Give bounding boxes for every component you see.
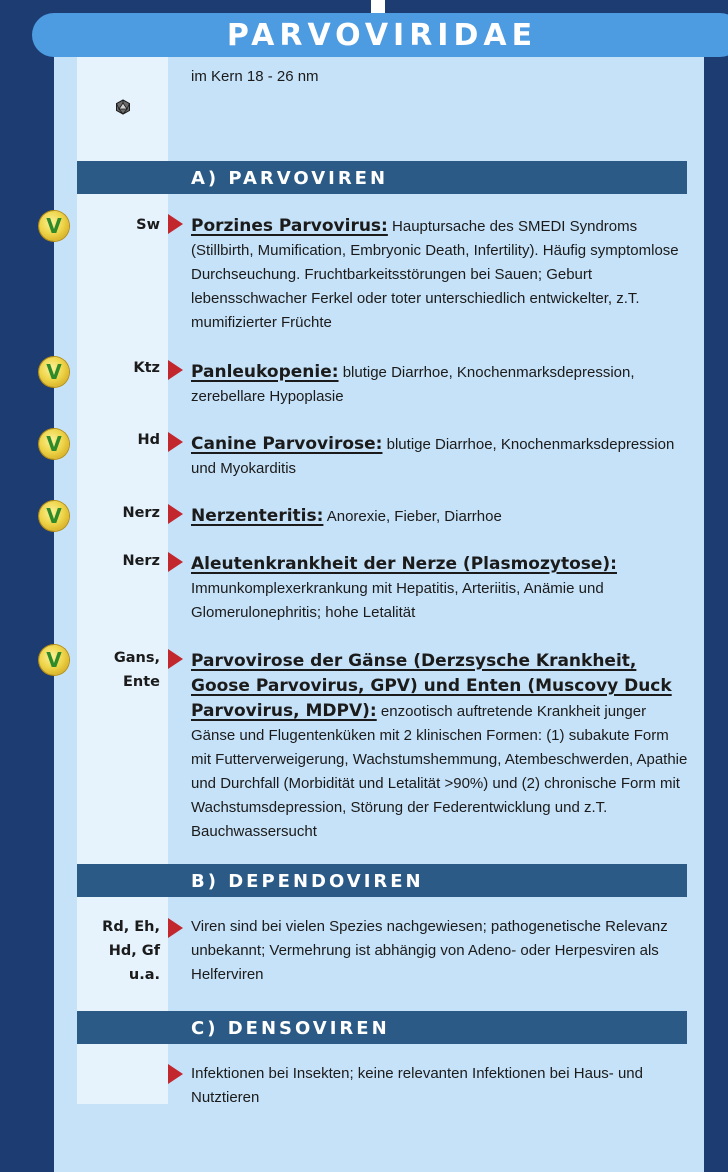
species-label: Hd [137, 432, 160, 448]
disease-description: Immunkomplexerkrankung mit Hepatitis, Arteriitis, Anämie und Glomerulonephritis; hohe Letalität [191, 580, 604, 621]
page-title: PARVOVIRIDAE [226, 18, 538, 53]
disease-entry [191, 649, 691, 844]
arrow-icon [168, 504, 183, 524]
section-title: A) PARVOVIREN [191, 168, 389, 189]
disease-description: Viren sind bei vielen Spezies nachgewiesen; pathogenetische Relevanz unbekannt; Vermehrung ist abhängig von Adeno- oder Herpesviren als Helferviren [191, 918, 668, 983]
arrow-icon [168, 360, 183, 380]
species-label: Rd, Eh, Hd, Gf u.a. [102, 919, 160, 983]
section-header-densoviren [77, 1011, 687, 1044]
species-label: Ktz [133, 360, 160, 376]
disease-entry [191, 360, 691, 409]
disease-description: Infektionen bei Insekten; keine relevanten Infektionen bei Haus- und Nutztieren [191, 1065, 643, 1106]
top-notch [371, 0, 385, 14]
disease-description: blutige Diarrhoe, Knochenmarksdepression und Myokarditis [191, 436, 675, 477]
disease-entry [191, 552, 691, 625]
v-badge-icon: V [39, 211, 69, 241]
arrow-icon [168, 918, 183, 938]
section-title: C) DENSOVIREN [191, 1018, 390, 1039]
arrow-icon [168, 214, 183, 234]
disease-name: Canine Parvovirose: [191, 434, 383, 454]
disease-entry [191, 214, 691, 335]
v-badge-icon: V [39, 357, 69, 387]
disease-name: Nerzenteritis: [191, 506, 324, 526]
v-badge-icon: V [39, 501, 69, 531]
section-title: B) DEPENDOVIREN [191, 871, 424, 892]
v-badge-icon: V [39, 645, 69, 675]
disease-entry [191, 1062, 691, 1110]
species-label: Gans, Ente [113, 650, 160, 690]
species-label: Nerz [122, 505, 160, 521]
arrow-icon [168, 432, 183, 452]
disease-name: Aleutenkrankheit der Nerze (Plasmozytose): [191, 554, 617, 574]
arrow-icon [168, 552, 183, 572]
section-header-dependoviren [77, 864, 687, 897]
section-header-parvoviren [77, 161, 687, 194]
disease-name: Porzines Parvovirus: [191, 216, 388, 236]
disease-description: blutige Diarrhoe, Knochenmarksdepression, zerebellare Hypoplasie [191, 364, 635, 405]
disease-entry [191, 432, 691, 481]
arrow-icon [168, 649, 183, 669]
arrow-icon [168, 1064, 183, 1084]
disease-description: Anorexie, Fieber, Diarrhoe [323, 508, 502, 525]
species-label: Sw [136, 217, 160, 233]
disease-name: Parvovirose der Gänse (Derzsysche Krankheit, Goose Parvovirus, GPV) und Enten (Muscovy Duck Parvovirus, MDPV): [191, 651, 672, 721]
disease-description: Hauptursache des SMEDI Syndroms (Stillbirth, Mumification, Embryonic Death, Infertility). Häufig symptomlose Durchseuchung. Fruchtbarkeitsstörungen bei Sauen; Geburt lebensschwacher Ferkel oder toter unterschiedlich entwickelter, z.T. mumifizierter Früchte [191, 218, 679, 331]
v-badge-icon: V [39, 429, 69, 459]
disease-description: enzootisch auftretende Krankheit junger Gänse und Flugentenküken mit 2 klinischen Formen: (1) subakute Form mit Futterverweigerung, Wachstumshemmung, Atembeschwerden, Apathie und Durchfall (Morbidität und Letalität >90%) und (2) chronische Form mit Wachstumsdepression, Störung der Federentwicklung und z.T. Bauchwassersucht [191, 703, 688, 840]
virus-size-info: im Kern 18 - 26 nm [191, 68, 319, 85]
disease-name: Panleukopenie: [191, 362, 339, 382]
disease-entry [191, 915, 691, 987]
icosahedron-icon [115, 99, 131, 115]
species-label: Nerz [122, 553, 160, 569]
disease-entry [191, 504, 691, 529]
